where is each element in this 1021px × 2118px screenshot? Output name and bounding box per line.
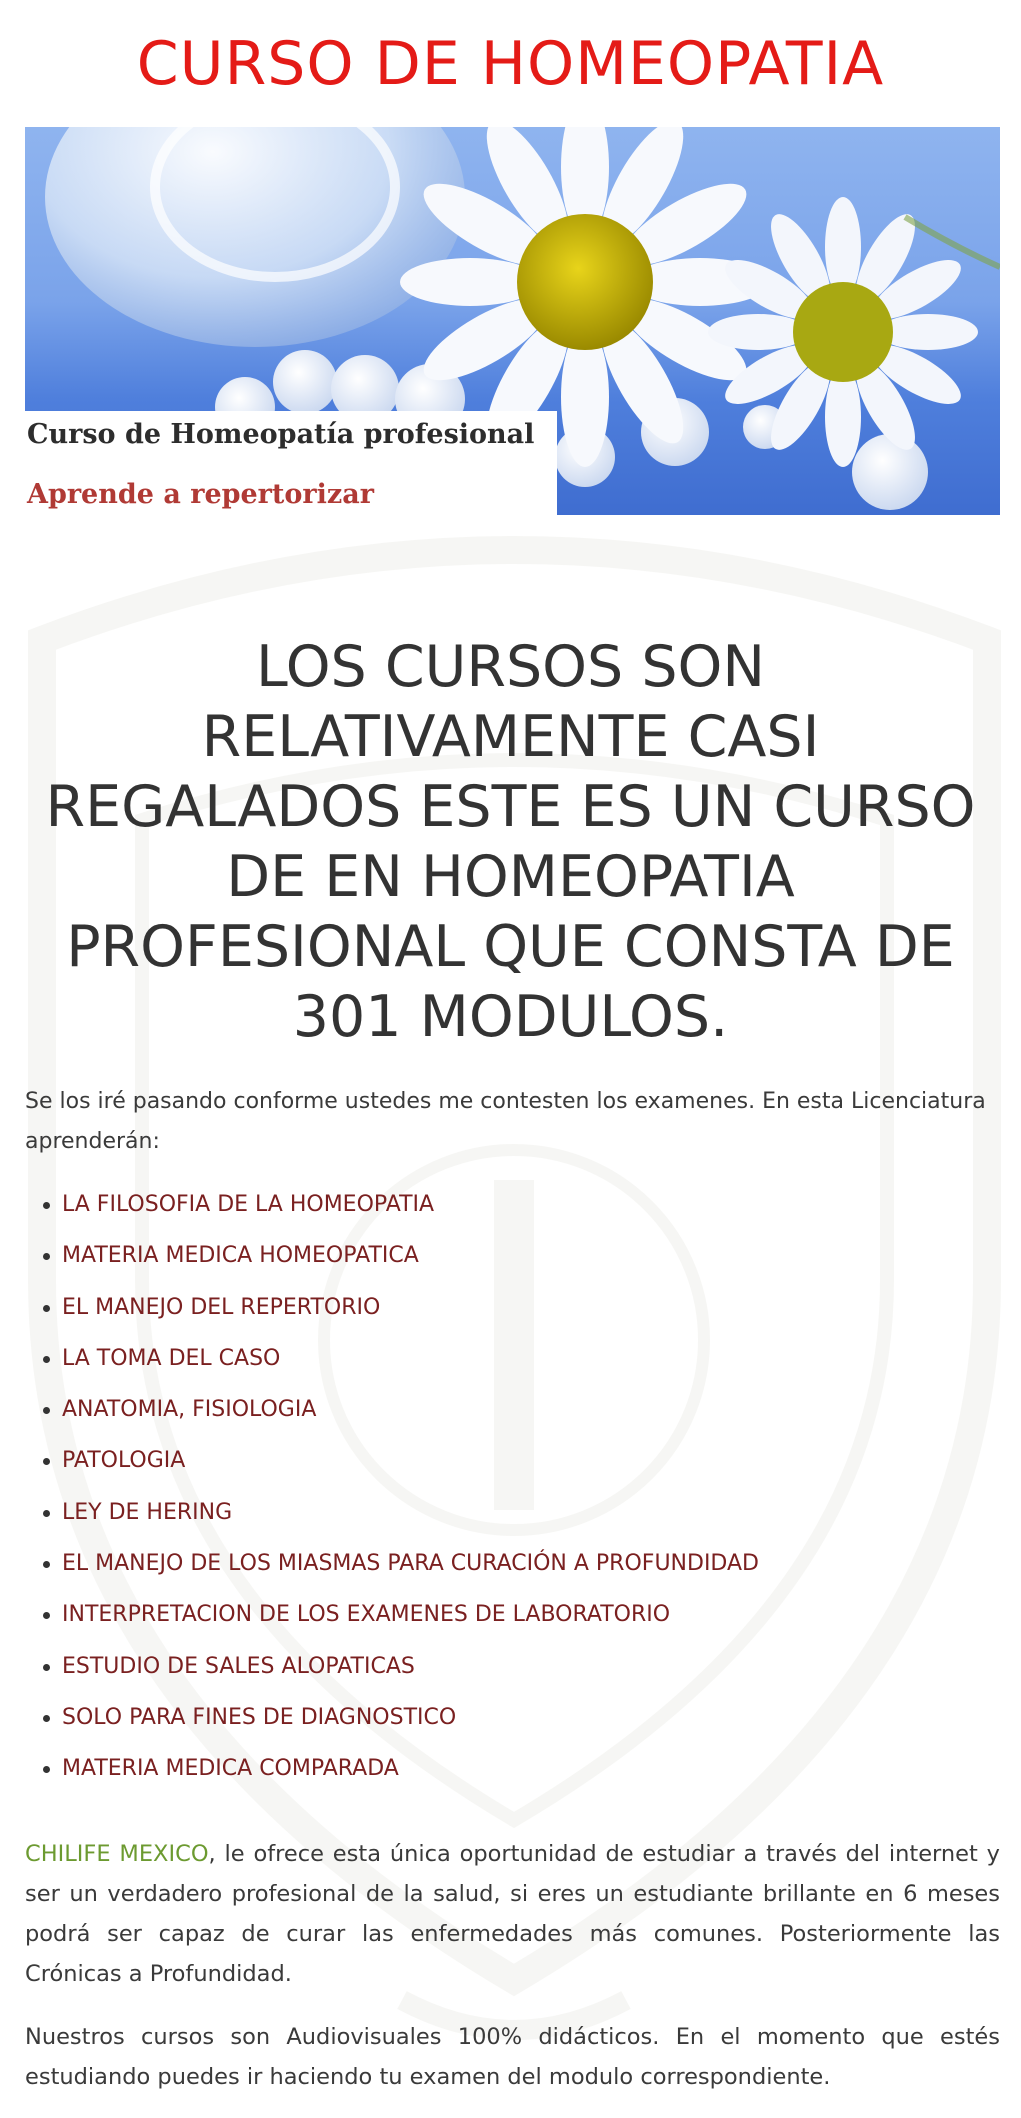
main-headline: LOS CURSOS SON RELATIVAMENTE CASI REGALADOS ESTE ES UN CURSO DE EN HOMEOPATIA PROFESIONAL QUE CONSTA DE 301 MODULOS.	[45, 634, 976, 1050]
courses-paragraph: Nuestros cursos son Audiovisuales 100% didácticos. En el momento que estés estudiando puedes ir haciendo tu examen del modulo correspondiente.	[25, 2024, 1000, 2090]
topic-item: SOLO PARA FINES DE DIAGNOSTICO	[62, 1698, 1000, 1749]
topic-item: INTERPRETACION DE LOS EXAMENES DE LABORATORIO	[62, 1595, 1000, 1646]
banner-caption-title: Curso de Homeopatía profesional	[27, 419, 535, 450]
topic-item: LA TOMA DEL CASO	[62, 1339, 1000, 1390]
topic-item: MATERIA MEDICA COMPARADA	[62, 1749, 1000, 1800]
topic-item: EL MANEJO DE LOS MIASMAS PARA CURACIÓN A PROFUNDIDAD	[62, 1544, 1000, 1595]
banner-caption-box	[25, 411, 557, 515]
brand-name: CHILIFE MEXICO	[25, 1841, 209, 1867]
intro-paragraph: Se los iré pasando conforme ustedes me contesten los examenes. En esta Licenciatura aprenderán:	[25, 1089, 986, 1154]
topic-item: MATERIA MEDICA HOMEOPATICA	[62, 1236, 1000, 1287]
topic-item: EL MANEJO DEL REPERTORIO	[62, 1288, 1000, 1339]
site-title: CURSO DE HOMEOPATIA	[136, 29, 885, 99]
topics-list	[25, 1185, 1000, 1801]
topic-item: PATOLOGIA	[62, 1441, 1000, 1492]
topic-item: ESTUDIO DE SALES ALOPATICAS	[62, 1647, 1000, 1698]
topic-item: ANATOMIA, FISIOLOGIA	[62, 1390, 1000, 1441]
topic-item: LEY DE HERING	[62, 1493, 1000, 1544]
offer-paragraph	[25, 1834, 1000, 1994]
offer-text: , le ofrece esta única oportunidad de estudiar a través del internet y ser un verdadero profesional de la salud, si eres un estudiante brillante en 6 meses podrá ser capaz de curar las enfermedades más comunes. Posteriormente las Crónicas a Profundidad.	[25, 1841, 1000, 1987]
course-banner-image	[25, 127, 1000, 515]
topic-item: LA FILOSOFIA DE LA HOMEOPATIA	[62, 1185, 1000, 1236]
banner-caption-subtitle: Aprende a repertorizar	[27, 479, 374, 510]
